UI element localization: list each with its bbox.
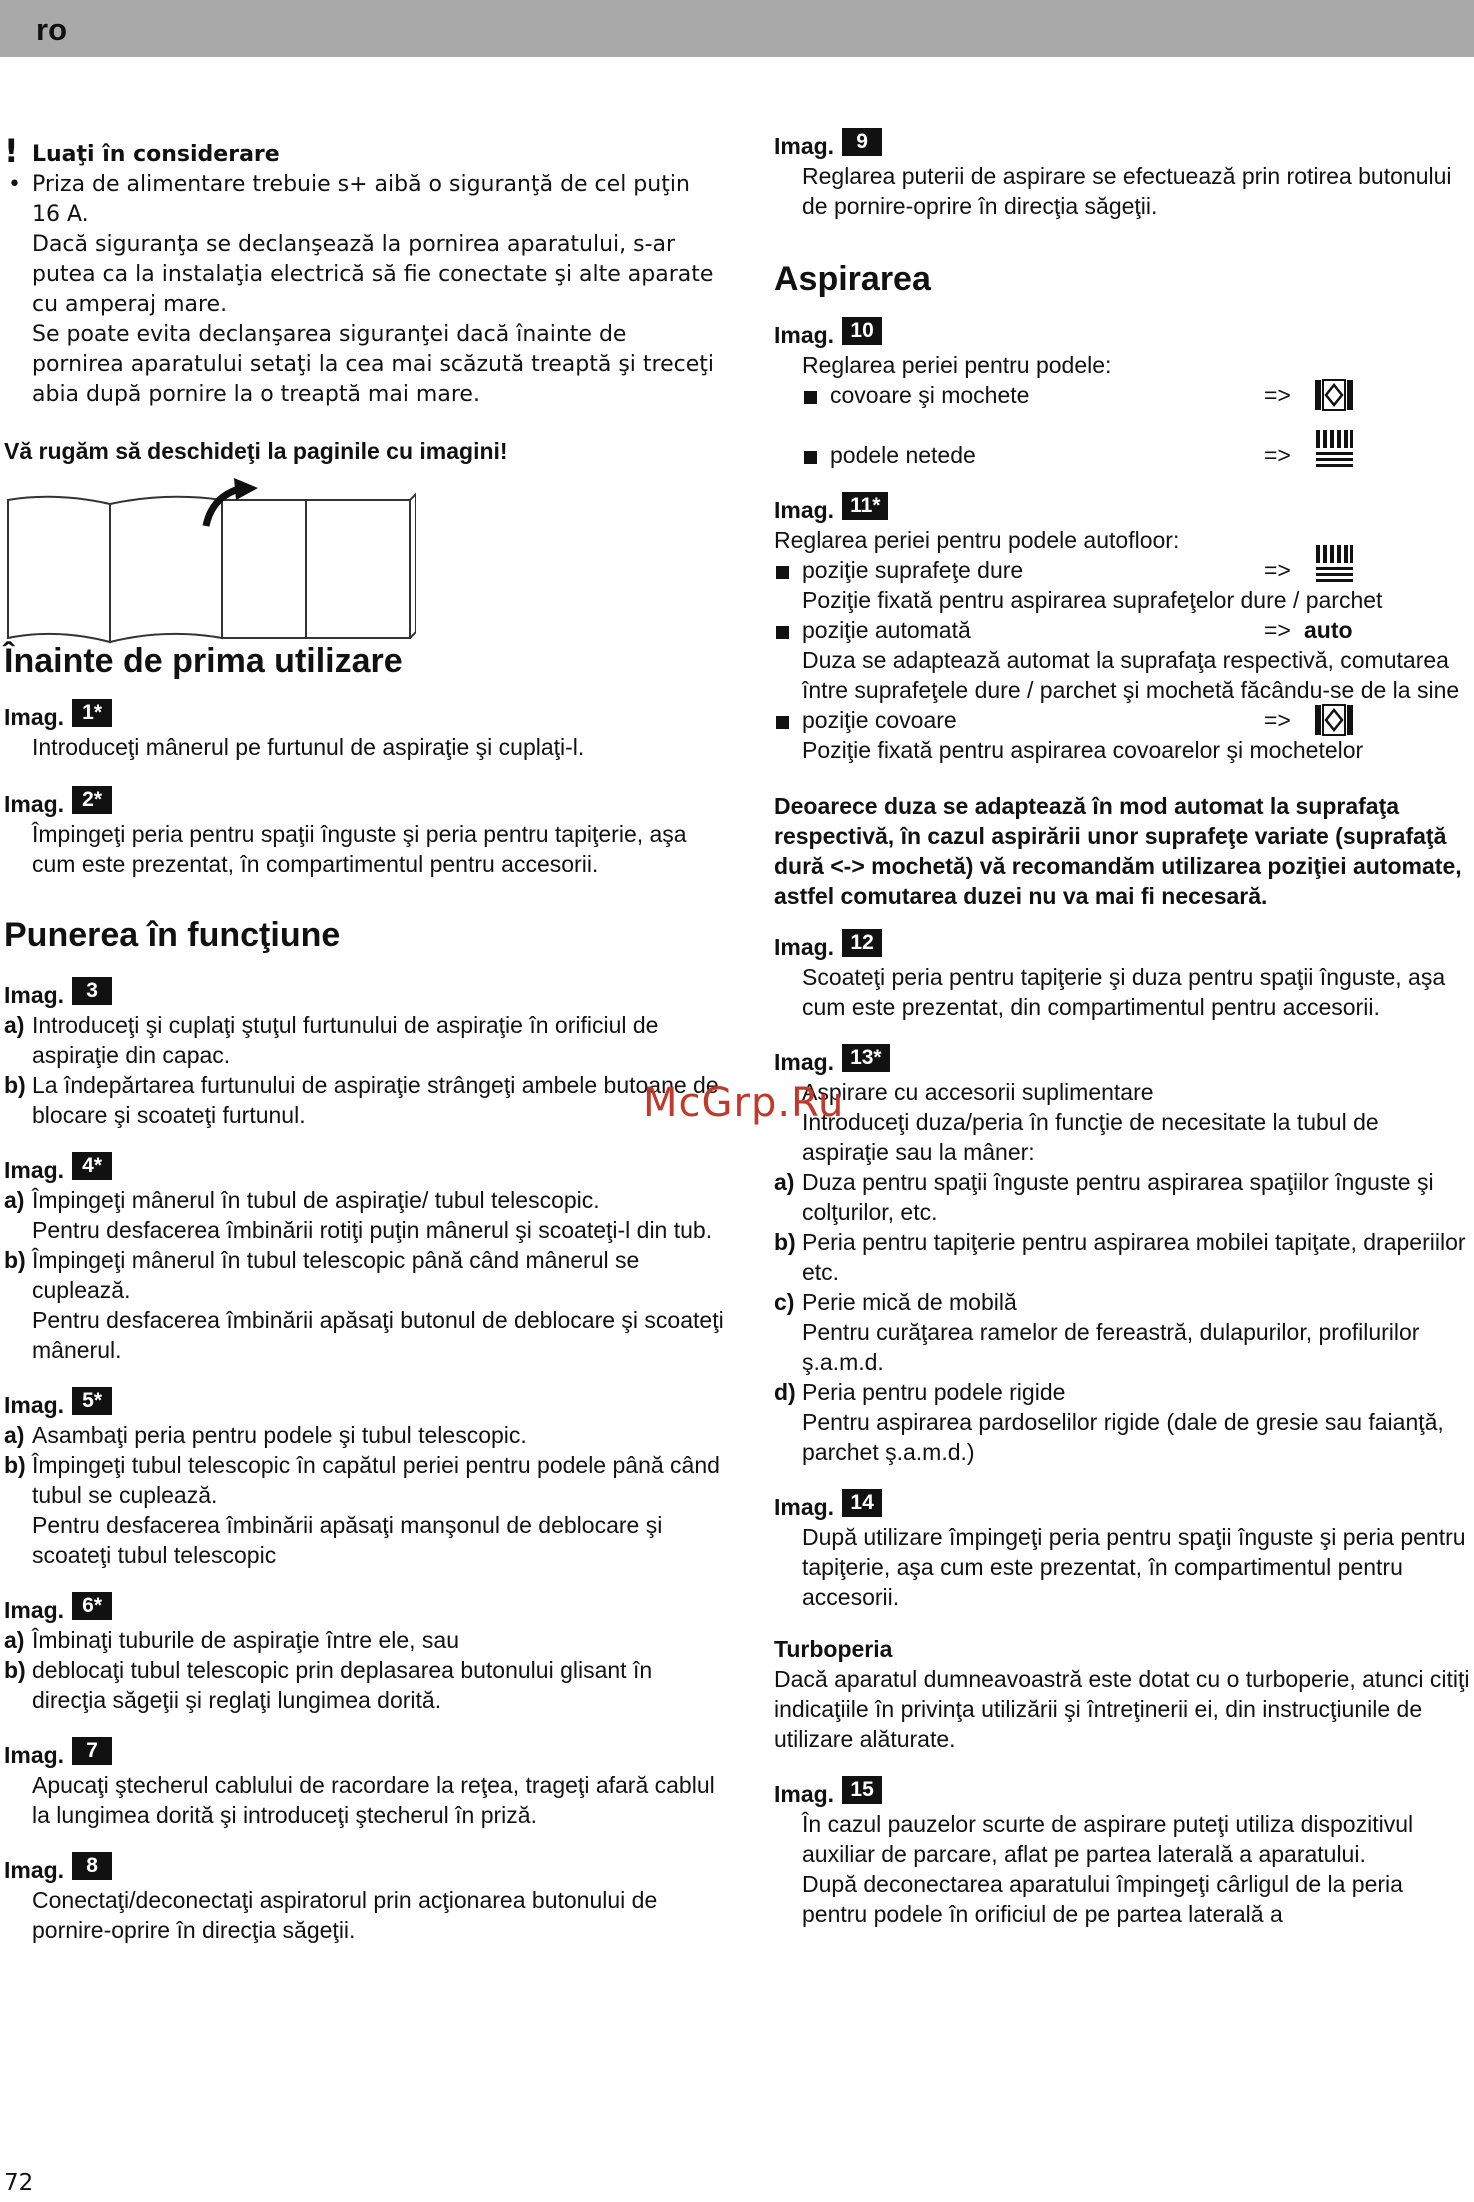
section-title-before-first-use: Înainte de prima utilizare bbox=[4, 642, 403, 680]
imag-heading: Imag. 9 bbox=[774, 128, 1470, 161]
imag-heading: Imag. 6* bbox=[4, 1592, 724, 1625]
instruction-text: După utilizare împingeţi peria pentru spaţii înguste şi peria pentru tapiţerie, aşa cum este prezentat, în compartimentul pentru accesorii. bbox=[802, 1524, 1466, 1610]
open-book-illustration bbox=[6, 478, 416, 653]
step-b: b) deblocaţi tubul telescopic prin deplasarea butonului glisant în direcţia săgeţii şi reglaţi lungimea dorită. bbox=[4, 1657, 653, 1713]
imag-heading: Imag. 12 bbox=[774, 929, 1470, 962]
figure-badge: 4* bbox=[72, 1152, 112, 1180]
section-title-vacuuming: Aspirarea bbox=[774, 260, 931, 298]
figure-badge: 11* bbox=[842, 492, 888, 520]
accessory-detail: Pentru curăţarea ramelor de fereastră, dulapurilor, profilurilor ş.a.m.d. bbox=[802, 1319, 1420, 1375]
carpet-setting-icon bbox=[1314, 378, 1354, 412]
accessory-b: b) Peria pentru tapiţerie pentru aspirarea mobilei tapiţate, draperiilor etc. bbox=[774, 1229, 1466, 1285]
square-bullet-icon bbox=[776, 566, 789, 579]
language-code: ro bbox=[36, 12, 67, 47]
instruction-text: Introduceţi duza/peria în funcţie de necesitate la tubul de aspiraţie sau la mâner: bbox=[802, 1109, 1379, 1165]
figure-badge: 14 bbox=[842, 1489, 882, 1517]
figure-badge: 3 bbox=[72, 977, 112, 1005]
imag-heading: Imag. 10 bbox=[774, 317, 1470, 350]
turbo-brush-text: Dacă aparatul dumneavoastră este dotat cu o turboperie, atunci citiţi indicaţiile în privinţa utilizării şi întreţinerii ei, din instrucţiunile de utilizare alăturate. bbox=[774, 1666, 1470, 1752]
step-a: a) Asambaţi peria pentru podele şi tubul telescopic. bbox=[4, 1422, 527, 1448]
figure-badge: 8 bbox=[72, 1852, 112, 1880]
step-detail: Pentru desfacerea îmbinării apăsaţi manşonul de deblocare şi scoateţi tubul telescopic bbox=[32, 1512, 663, 1568]
auto-recommendation-note: Deoarece duza se adaptează în mod automat la suprafaţa respectivă, în cazul aspirării unor suprafeţe variate (suprafaţă dură <-> mochetă) vă recomandăm utilizarea poziţiei automate, astfel comutarea duzei nu va mai fi necesară. bbox=[774, 793, 1462, 909]
section-title-commissioning: Punerea în funcţiune bbox=[4, 916, 341, 954]
step-detail: Pentru desfacerea îmbinării apăsaţi butonul de deblocare şi scoateţi mânerul. bbox=[32, 1307, 724, 1363]
setting-description: Poziţie fixată pentru aspirarea suprafeţelor dure / parchet bbox=[802, 587, 1383, 613]
figure-badge: 1* bbox=[72, 699, 112, 727]
square-bullet-icon bbox=[776, 716, 789, 729]
instruction-text: Introduceţi mânerul pe furtunul de aspiraţie şi cuplaţi-l. bbox=[32, 734, 585, 760]
note-title: Luaţi în considerare bbox=[32, 142, 280, 167]
square-bullet-icon bbox=[804, 391, 817, 404]
note-box bbox=[4, 132, 724, 410]
instruction-text: După deconectarea aparatului împingeţi cârligul de la peria pentru podele în orificiul de pe partea laterală a bbox=[802, 1871, 1403, 1927]
figure-badge: 13* bbox=[842, 1044, 890, 1072]
imag-heading: Imag. 1* bbox=[4, 699, 724, 732]
autofloor-automatic: poziţie automată => auto bbox=[774, 615, 1470, 645]
right-column bbox=[774, 128, 1470, 1929]
step-detail: Pentru desfacerea îmbinării rotiţi puţin mânerul şi scoateţi-l din tub. bbox=[32, 1217, 713, 1243]
note-bullet: • Priza de alimentare trebuie s+ aibă o siguranţă de cel puţin 16 A. bbox=[8, 172, 690, 227]
step-a: a) Împingeţi mânerul în tubul de aspiraţie/ tubul telescopic. bbox=[4, 1187, 600, 1213]
figure-badge: 9 bbox=[842, 128, 882, 156]
page-number: 72 bbox=[4, 2170, 34, 2196]
step-a: a) Îmbinaţi tuburile de aspiraţie între ele, sau bbox=[4, 1627, 460, 1653]
watermark: McGrp.Ru bbox=[643, 1080, 845, 1126]
step-b: b) Împingeţi mânerul în tubul telescopic până când mânerul se cuplează. bbox=[4, 1247, 640, 1303]
step-b: b) La îndepărtarea furtunului de aspiraţie strângeţi ambele butoane de blocare şi scoateţi furtunul. bbox=[4, 1072, 719, 1128]
imag-heading: Imag. 13* bbox=[774, 1044, 1470, 1077]
open-pages-hint: Vă rugăm să deschideţi la paginile cu imagini! bbox=[4, 438, 508, 464]
instruction-text: Reglarea periei pentru podele autofloor: bbox=[774, 527, 1180, 553]
hard-floor-setting-icon bbox=[1314, 543, 1354, 583]
header-bar bbox=[0, 0, 1474, 57]
carpet-setting-icon bbox=[1314, 703, 1354, 737]
autofloor-carpets: poziţie covoare => bbox=[774, 705, 1470, 735]
imag-heading: Imag. 4* bbox=[4, 1152, 724, 1185]
square-bullet-icon bbox=[804, 451, 817, 464]
figure-badge: 6* bbox=[72, 1592, 112, 1620]
figure-badge: 15 bbox=[842, 1776, 882, 1804]
figure-badge: 5* bbox=[72, 1387, 112, 1415]
exclamation-icon: ! bbox=[4, 132, 19, 170]
setting-description: Duza se adaptează automat la suprafaţa respectivă, comutarea între suprafeţele dure / parchet şi mochetă făcându-se de la sine bbox=[802, 647, 1460, 703]
step-a: a) Introduceţi şi cuplaţi ştuţul furtunului de aspiraţie în orificiul de aspiraţie din capac. bbox=[4, 1012, 659, 1068]
auto-label: auto bbox=[1304, 617, 1353, 643]
turbo-brush-title: Turboperia bbox=[774, 1636, 893, 1662]
instruction-text: Reglarea periei pentru podele: bbox=[802, 352, 1112, 378]
instruction-text: În cazul pauzelor scurte de aspirare puteţi utiliza dispozitivul auxiliar de parcare, aflat pe partea laterală a aparatului. bbox=[802, 1811, 1414, 1867]
note-paragraph: Se poate evita declanşarea siguranţei dacă înainte de pornirea aparatului setaţi la cea mai scăzută treaptă şi treceţi abia după pornire la o treaptă mai mare. bbox=[32, 322, 714, 407]
figure-badge: 2* bbox=[72, 786, 112, 814]
brush-setting-carpets: covoare şi mochete => bbox=[802, 380, 1470, 410]
instruction-text: Împingeţi peria pentru spaţii înguste şi peria pentru tapiţerie, aşa cum este prezentat, în compartimentul pentru accesorii. bbox=[32, 821, 687, 877]
figure-badge: 12 bbox=[842, 929, 882, 957]
imag-heading: Imag. 8 bbox=[4, 1852, 724, 1885]
imag-heading: Imag. 15 bbox=[774, 1776, 1470, 1809]
imag-heading: Imag. 5* bbox=[4, 1387, 724, 1420]
square-bullet-icon bbox=[776, 626, 789, 639]
imag-heading: Imag. 14 bbox=[774, 1489, 1470, 1522]
brush-setting-smooth-floors: podele netede => bbox=[802, 440, 1470, 470]
imag-heading: Imag. 7 bbox=[4, 1737, 724, 1770]
step-b: b) Împingeţi tubul telescopic în capătul periei pentru podele până când tubul se cuplează. bbox=[4, 1452, 720, 1508]
instruction-text: Scoateţi peria pentru tapiţerie şi duza pentru spaţii înguste, aşa cum este prezentat, din compartimentul pentru accesorii. bbox=[802, 964, 1446, 1020]
instruction-text: Conectaţi/deconectaţi aspiratorul prin acţionarea butonului de pornire-oprire în direcţia săgeţii. bbox=[32, 1887, 658, 1943]
figure-badge: 7 bbox=[72, 1737, 112, 1765]
instruction-text: Aspirare cu accesorii suplimentare bbox=[802, 1079, 1154, 1105]
left-column bbox=[4, 132, 724, 1945]
hard-floor-setting-icon bbox=[1314, 428, 1354, 468]
accessory-a: a) Duza pentru spaţii înguste pentru aspirarea spaţiilor înguste şi colţurilor, etc. bbox=[774, 1169, 1434, 1225]
bullet-icon: • bbox=[8, 172, 21, 197]
accessory-c: c) Perie mică de mobilă bbox=[774, 1289, 1017, 1315]
setting-description: Poziţie fixată pentru aspirarea covoarelor şi mochetelor bbox=[802, 737, 1364, 763]
instruction-text: Apucaţi ştecherul cablului de racordare la reţea, trageţi afară cablul la lungimea dorită şi introduceţi ştecherul în priză. bbox=[32, 1772, 715, 1828]
figure-badge: 10 bbox=[842, 317, 882, 345]
imag-heading: Imag. 11* bbox=[774, 492, 1470, 525]
note-paragraph: Dacă siguranţa se declanşează la pornirea aparatului, s-ar putea ca la instalaţia electrică să fie conectate şi alte aparate cu amperaj mare. bbox=[32, 232, 714, 317]
accessory-d: d) Peria pentru podele rigide bbox=[774, 1379, 1066, 1405]
autofloor-hard-surface: poziţie suprafeţe dure => bbox=[774, 555, 1470, 585]
imag-heading: Imag. 3 bbox=[4, 977, 724, 1010]
accessory-detail: Pentru aspirarea pardoselilor rigide (dale de gresie sau faianţă, parchet ş.a.m.d.) bbox=[802, 1409, 1444, 1465]
instruction-text: Reglarea puterii de aspirare se efectuează prin rotirea butonului de pornire-oprire în direcţia săgeţii. bbox=[802, 163, 1452, 219]
imag-heading: Imag. 2* bbox=[4, 786, 724, 819]
